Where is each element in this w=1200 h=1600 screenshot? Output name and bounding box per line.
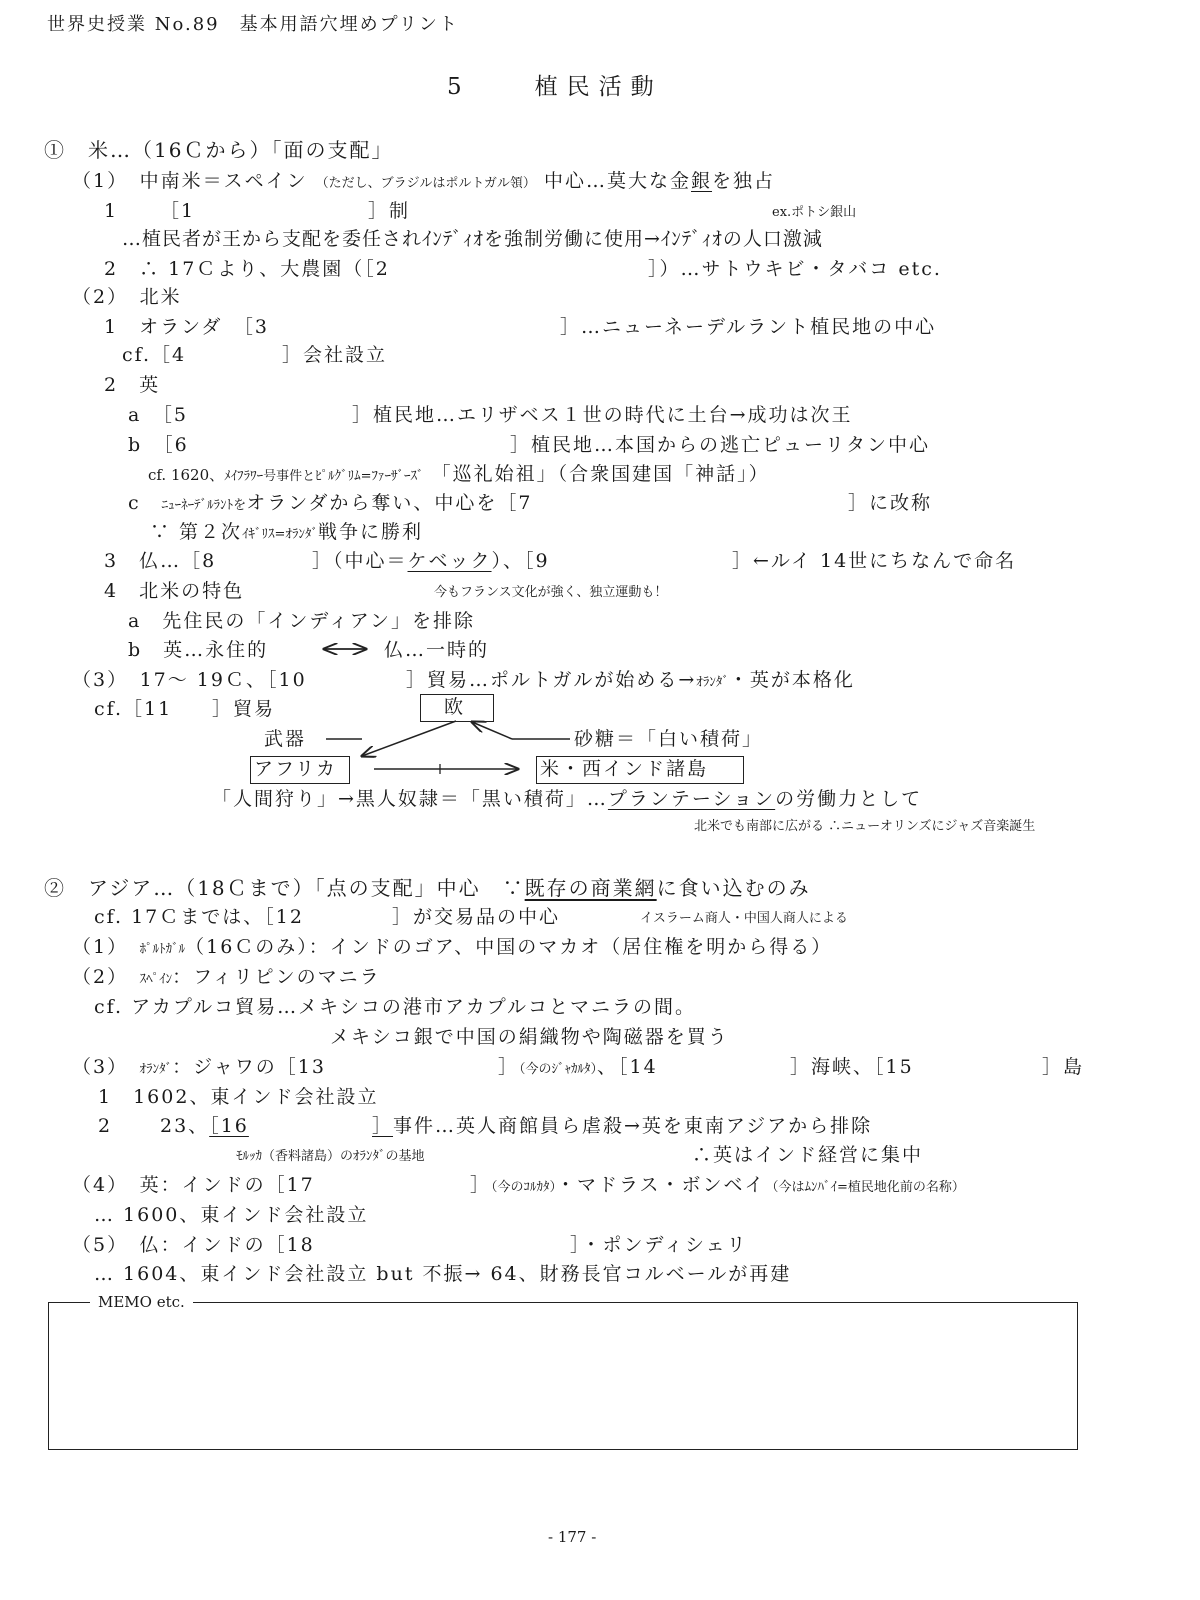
blank-6-open: b ［6	[128, 434, 189, 456]
blank-12-close: ］が交易品の中心	[392, 906, 561, 928]
blank-4-open: cf.［4	[122, 344, 187, 366]
blank-8-open: 3 仏…［8	[104, 550, 217, 572]
blank-1-open: ［1	[160, 200, 196, 222]
amboyna-num: 2	[98, 1115, 113, 1137]
blank-7-close: ］に改称	[848, 492, 933, 514]
mayflower-note: cf. 1620、ﾒｲﾌﾗﾜｰ号事件とﾋﾟﾙｸﾞﾘﾑ=ﾌｧｰｻﾞｰｽﾞ 「巡礼始祖」（合衆国建国「神話」）	[148, 463, 770, 485]
blank-13-open: （3） ｵﾗﾝﾀﾞ：ジャワの［13	[72, 1056, 326, 1078]
india-focus: ∴英はインド経営に集中	[692, 1144, 924, 1166]
mexican-silver: メキシコ銀で中国の絹織物や陶磁器を買う	[330, 1026, 729, 1048]
blank-10-close: ］貿易…ポルトガルが始める→ｵﾗﾝﾀﾞ・英が本格化	[406, 669, 855, 691]
merchants-note: イスラーム商人・中国人商人による	[640, 911, 848, 926]
weapons-label: 武器	[264, 728, 307, 750]
blank-11-close: ］貿易	[212, 698, 276, 720]
chapter-title: 5 植民活動	[447, 74, 663, 100]
europe-to-africa-arrow	[362, 721, 456, 756]
eic-founded: … 1600、東インド会社設立	[94, 1204, 369, 1226]
blank-7-open: c ﾆｭｰﾈｰﾃﾞﾙﾗﾝﾄをオランダから奪い、中心を［7	[128, 492, 533, 514]
slave-hunt-line: 「人間狩り」→黒人奴隷＝「黒い積荷」…プランテーションの労働力として	[212, 788, 923, 810]
blank-3-close: ］…ニューネーデルラント植民地の中心	[560, 316, 937, 338]
blank-4-close: ］会社設立	[282, 344, 388, 366]
blank-2-open: 2 ∴ 17Ｃより、大農園（［2	[104, 258, 390, 280]
africa-label: アフリカ	[254, 758, 338, 780]
blank-1-close: ］制	[368, 200, 411, 222]
french-eic: … 1604、東インド会社設立 but 不振→ 64、財務長官コルベールが再建	[94, 1263, 792, 1285]
na-feature: 4 北米の特色	[104, 580, 245, 602]
encomienda-desc: …植民者が王から支配を委任されｲﾝﾃﾞｨｵを強制労働に使用→ｲﾝﾃﾞｨｵの人口激減	[122, 228, 823, 250]
blank-5-close: ］植民地…エリザベス１世の時代に土台→成功は次王	[352, 404, 853, 426]
memo-box[interactable]	[48, 1302, 1078, 1450]
blank-17-open: （4） 英：インドの［17	[72, 1174, 315, 1196]
item-north-america: （2） 北米	[72, 286, 182, 308]
blank-3-open: 1 オランダ ［3	[104, 316, 269, 338]
acapulco-trade: cf. アカプルコ貿易…メキシコの港市アカプルコとマニラの間。	[94, 996, 696, 1018]
page-number: - 177 -	[548, 1528, 597, 1546]
asia-portugal: （1） ﾎﾟﾙﾄｶﾞﾙ（16Ｃのみ）：インドのゴア、中国のマカオ（居住権を明から得る）	[72, 936, 833, 958]
print-header: 世界史授業 No.89 基本用語穴埋めプリント	[47, 14, 459, 35]
blank-17-close: ］（今のｺﾙｶﾀ）・マドラス・ボンベイ（今はﾑﾝﾊﾞｲ=植民地化前の名称）	[470, 1174, 965, 1196]
blank-14-open: ］（今のｼﾞｬｶﾙﾀ）、［14	[498, 1056, 658, 1078]
example-potosi: ex.ポトシ銀山	[772, 205, 857, 220]
europe-label: 欧	[444, 696, 466, 718]
war-reason: ∵ 第２次ｲｷﾞﾘｽ=ｵﾗﾝﾀﾞ戦争に勝利	[150, 521, 423, 543]
blank-16: 23、［16	[160, 1115, 249, 1137]
moluccas-note: ﾓﾙｯｶ（香料諸島）のｵﾗﾝﾀﾞの基地	[236, 1149, 425, 1164]
blank-15-open: ］海峡、［15	[790, 1056, 914, 1078]
amboyna-event: ］事件…英人商館員ら虐殺→英を東南アジアから排除	[372, 1115, 873, 1137]
blank-12-open: cf. 17Ｃまでは、［12	[94, 906, 304, 928]
section-1-heading: ① 米…（16Ｃから）「面の支配」	[44, 138, 394, 162]
blank-18-close: ］・ポンディシェリ	[570, 1234, 748, 1256]
england-item: 2 英	[104, 374, 161, 396]
french-culture-note: 今もフランス文化が強く、独立運動も！	[434, 585, 668, 600]
indies-to-europe-arrow	[472, 722, 512, 739]
blank-6-close: ］植民地…本国からの逃亡ピューリタン中心	[510, 434, 931, 456]
blank-15-close: ］島	[1042, 1056, 1085, 1078]
section-2-heading: ② アジア…（18Ｃまで）「点の支配」中心 ∵既存の商業網に食い込むのみ	[44, 876, 811, 900]
na-feature-b-fr: 仏…一時的	[384, 639, 490, 661]
blank-2-close: ］）…サトウキビ・タバコ etc.	[648, 258, 942, 280]
blank-9-close: ］←ルイ 14世にちなんで命名	[732, 550, 1017, 572]
sugar-label: 砂糖＝「白い積荷」	[574, 728, 764, 750]
item-latin-america: （1） 中南米＝スペイン （ただし、ブラジルはポルトガル領） 中心…莫大な金銀を独占	[72, 170, 776, 192]
memo-label: MEMO etc.	[90, 1295, 193, 1310]
west-indies-label: 米・西インド諸島	[540, 758, 709, 780]
na-feature-a: a 先住民の「インディアン」を排除	[128, 610, 476, 632]
jazz-note: 北米でも南部に広がる ∴ニューオリンズにジャズ音楽誕生	[694, 819, 1036, 834]
blank-10-open: （3） 17～ 19Ｃ、［10	[72, 669, 307, 691]
blank-8-9: ］（中心＝ケベック）、［9	[312, 550, 550, 572]
asia-spain: （2） ｽﾍﾟｲﾝ：フィリピンのマニラ	[72, 966, 381, 988]
na-feature-b: b 英…永住的	[128, 639, 269, 661]
blank-11-open: cf.［11	[94, 698, 173, 720]
blank-18-open: （5） 仏：インドの［18	[72, 1234, 315, 1256]
blank-1: 1	[104, 200, 119, 222]
voc-founded: 1 1602、東インド会社設立	[98, 1086, 379, 1108]
blank-5-open: a ［5	[128, 404, 188, 426]
